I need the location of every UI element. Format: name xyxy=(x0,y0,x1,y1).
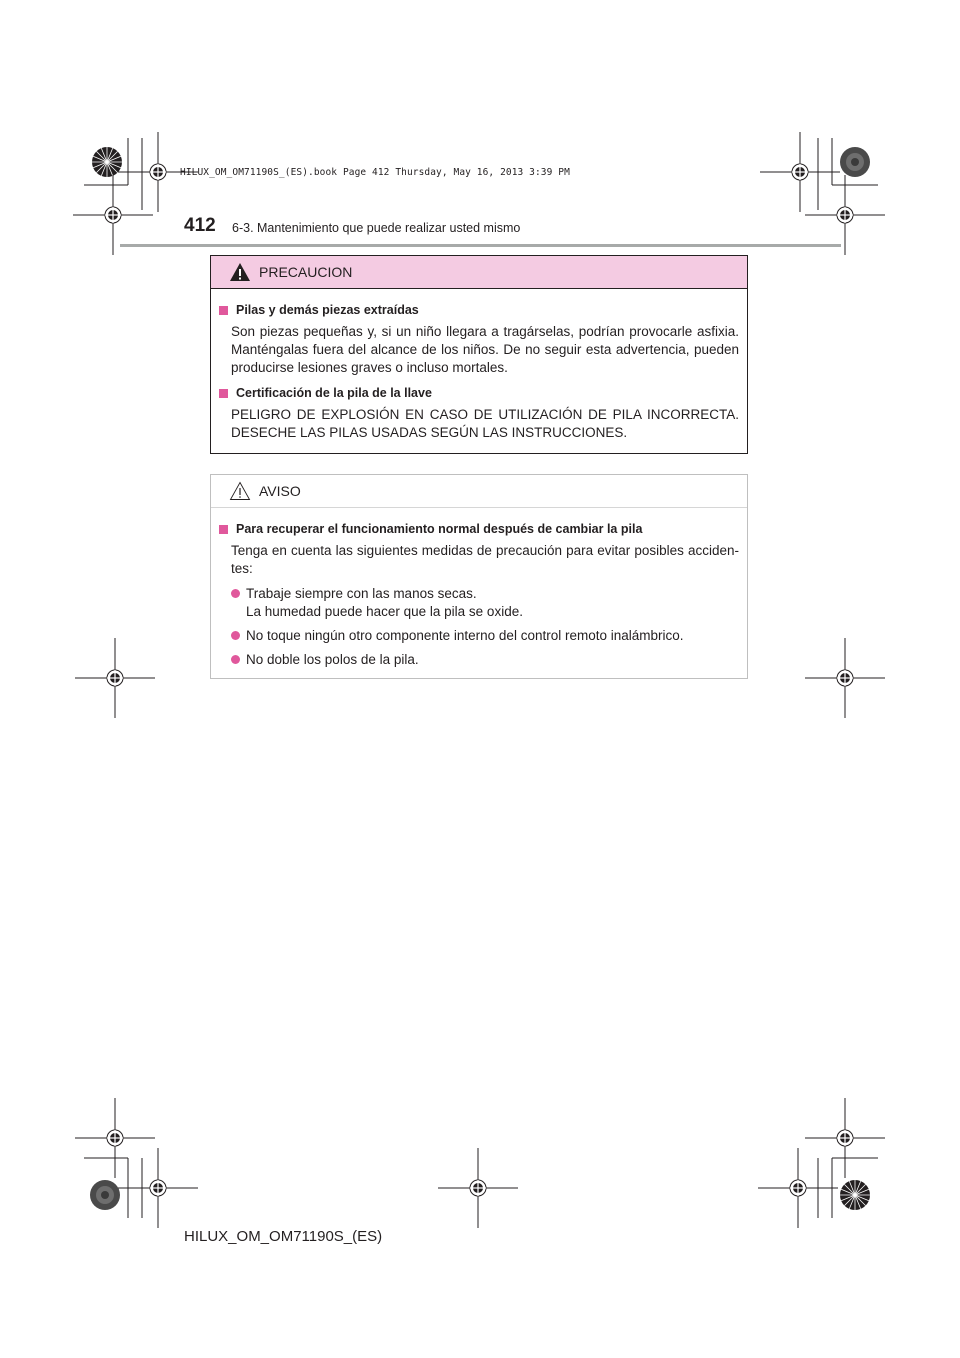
notice-bullet-text: No doble los polos de la pila. xyxy=(246,652,419,667)
warning-outline-triangle-icon xyxy=(229,481,251,501)
caution-item-text: Son piezas pequeñas y, si un niño llegara a tragárselas, podrían provocarle asfixia. Manténgalas fuera del alcance de los niños. De no seguir esta advertencia, pueden producirse lesiones graves o incluso mortales. xyxy=(231,324,739,375)
square-bullet-icon xyxy=(219,525,228,534)
round-bullet-icon xyxy=(231,631,240,640)
round-bullet-icon xyxy=(231,655,240,664)
page-number: 412 xyxy=(184,215,216,236)
notice-bullet-text: No toque ningún otro componente interno del control remoto inalámbrico. xyxy=(246,628,684,643)
notice-bullet-text-2: La humedad puede hacer que la pila se oxide. xyxy=(246,604,523,619)
warning-filled-triangle-icon xyxy=(229,262,251,282)
notice-bullet xyxy=(219,627,739,645)
notice-bullet-text: Trabaje siempre con las manos secas. xyxy=(246,586,477,601)
notice-bullet xyxy=(219,585,739,621)
caution-item-heading-text: Pilas y demás piezas extraídas xyxy=(236,303,419,317)
square-bullet-icon xyxy=(219,389,228,398)
notice-bullet xyxy=(219,651,739,669)
notice-text: Tenga en cuenta las siguientes medidas de precaución para evitar posibles acciden-tes: xyxy=(231,543,739,576)
caution-item-text: PELIGRO DE EXPLOSIÓN EN CASO DE UTILIZACIÓN DE PILA INCORRECTA. DESECHE LAS PILAS USADAS SEGÚN LAS INSTRUCCIONES. xyxy=(231,407,739,440)
caution-body xyxy=(211,289,747,442)
round-bullet-icon xyxy=(231,589,240,598)
book-info-line: HILUX_OM_OM71190S_(ES).book Page 412 Thursday, May 16, 2013 3:39 PM xyxy=(180,167,570,178)
notice-box xyxy=(210,474,748,679)
caution-item-heading xyxy=(219,301,739,319)
caution-box xyxy=(210,255,748,454)
caution-item-heading-text: Certificación de la pila de la llave xyxy=(236,386,432,400)
notice-header xyxy=(211,475,747,508)
caution-title: PRECAUCION xyxy=(259,264,353,280)
caution-header xyxy=(211,256,747,289)
square-bullet-icon xyxy=(219,306,228,315)
notice-heading-text: Para recuperar el funcionamiento normal después de cambiar la pila xyxy=(236,522,643,536)
notice-body xyxy=(211,508,747,669)
header-rule xyxy=(120,244,841,247)
caution-item-heading xyxy=(219,384,739,402)
notice-title: AVISO xyxy=(259,483,301,499)
notice-heading xyxy=(219,520,739,538)
section-title: 6-3. Mantenimiento que puede realizar usted mismo xyxy=(232,221,521,235)
document-code: HILUX_OM_OM71190S_(ES) xyxy=(184,1228,383,1245)
